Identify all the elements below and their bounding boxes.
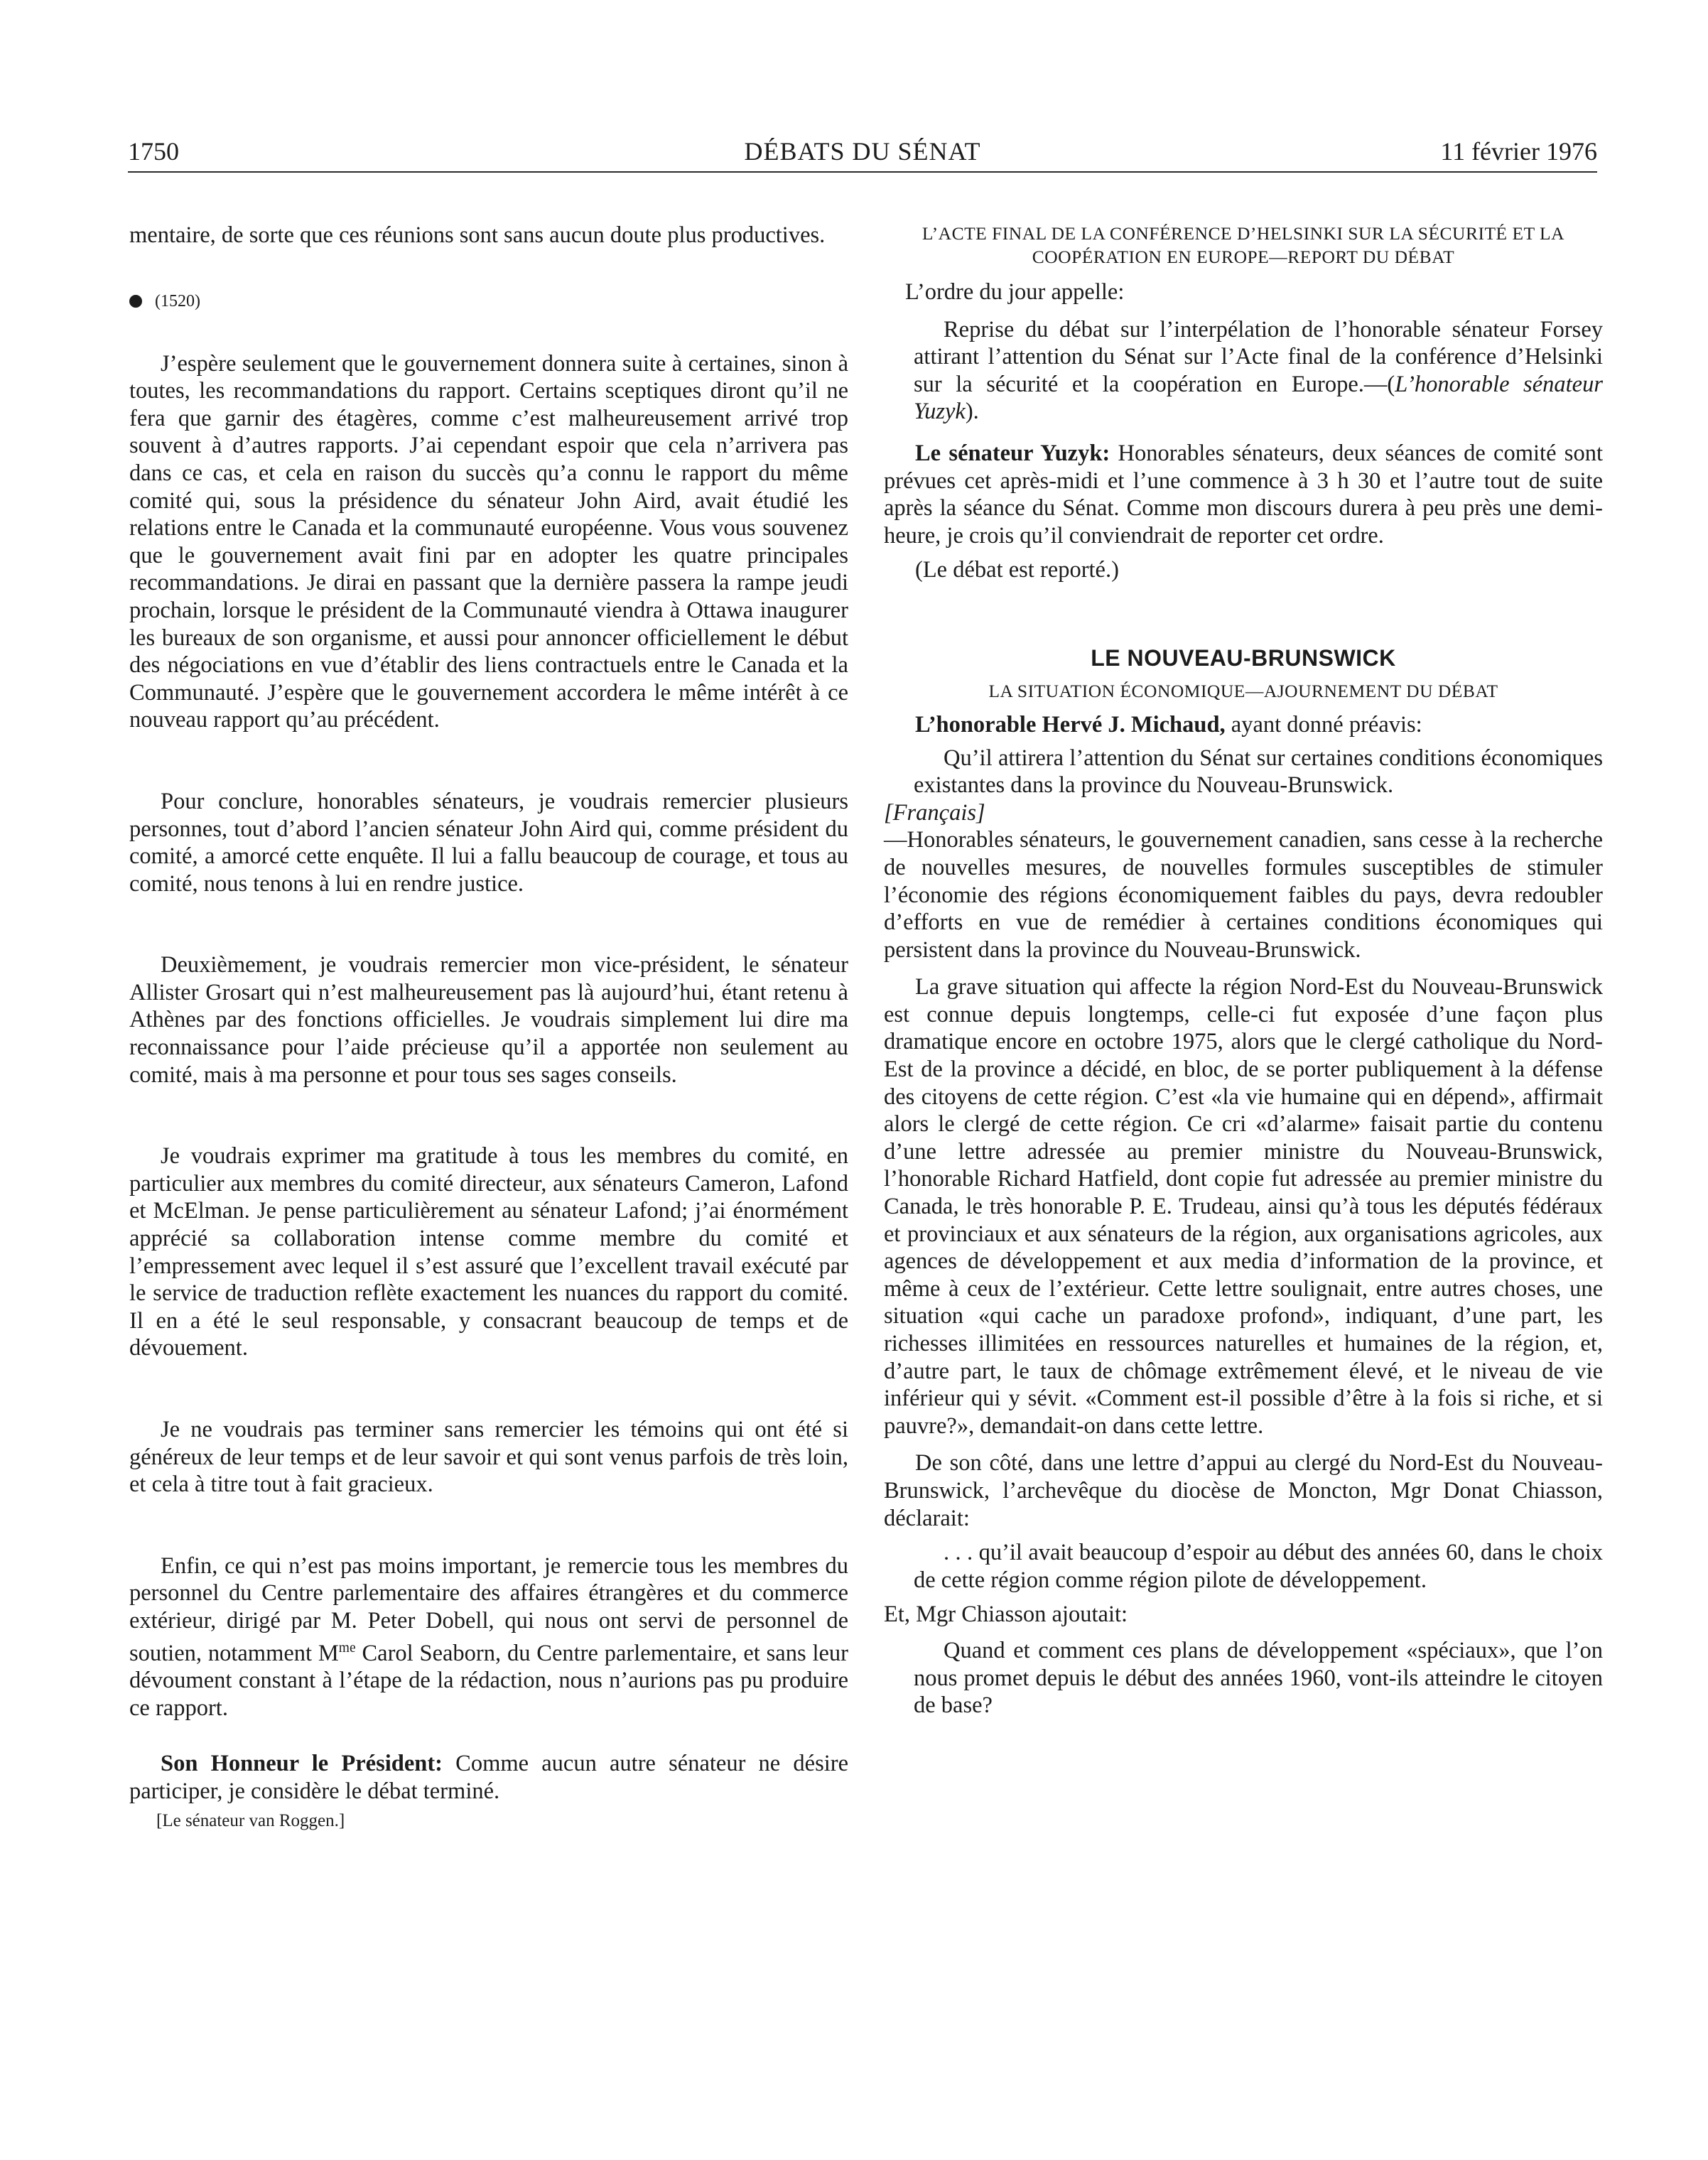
paragraph-text: Carol Seaborn, du Centre parlementaire, et sans leur dévoument constant à l’étape de la rédaction, nous n’aurions pas pu produire ce rapport. [129,1640,848,1721]
quotation: Quand et comment ces plans de développement «spéciaux», que l’on nous promet depuis le début des années 1960, vont-ils atteindre le citoyen de base? [914,1637,1603,1719]
paragraph-text: ayant donné préavis: [1225,711,1422,738]
speaker-name: L’honorable Hervé J. Michaud, [915,711,1226,738]
left-column [129,222,848,1832]
quotation-end: ). [965,399,979,425]
paragraph: mentaire, de sorte que ces réunions sont sans aucun doute plus productives. [129,222,826,248]
paragraph: La grave situation qui affecte la région Nord-Est du Nouveau-Brunswick est connue depuis longtemps, celle-ci fut exposée d’une façon plus dramatique encore en octobre 1975, alors que le clergé catholique du Nord-Est de la province a décidé, en bloc, de se porter publiquement à la défense des citoyens de cette région. C’est «la vie humaine qui en dépend», affirmait alors le clergé de cette région. Ce cri «d’alarme» faisait partie du contenu d’une lettre adressée au premier ministre du Nouveau-Brunswick, l’honorable Richard Hatfield, dont copie fut adressée au premier ministre du Canada, le très honorable P. E. Trudeau, ainsi qu’à tous les députés fédéraux et provinciaux et aux sénateurs de la région, aux organisations agricoles, aux agences de développement et aux media d’information de la province, et même à ceux de l’extérieur. Cette lettre soulignait, entre autres choses, une situation «qui cache un paradoxe profond», indiquant, d’une part, les richesses illimitées en ressources naturelles et humaines de la région, et, d’autre part, le taux de chômage extrêmement élevé, et le niveau de vie inférieur qui y sévit. «Comment est-il possible d’être à la fois si riche, et si pauvre?», demandait-on dans cette lettre. [884,974,1603,1439]
paragraph: L’ordre du jour appelle: [905,279,1125,305]
publication-date: 11 février 1976 [1440,137,1597,166]
right-column [884,222,1603,1719]
paragraph: Je ne voudrais pas terminer sans remercier les témoins qui ont été si généreux de leur temps et de leur savoir et qui sont venus parfois de très loin, et cela à titre tout à fait gracieux. [129,1417,848,1498]
speaker-name: Son Honneur le Président: [161,1751,443,1777]
section-title: LE NOUVEAU-BRUNSWICK [1091,644,1396,671]
paragraph [884,711,1603,739]
page-header [128,134,1597,169]
paragraph: Je voudrais exprimer ma gratitude à tous les membres du comité, en particulier aux membres du comité directeur, aux sénateurs Cameron, Lafond et McElman. Je pense particulièrement au sénateur Lafond; j’ai énormément apprécié sa collaboration intense comme membre du comité et l’empressement avec lequel il s’est assuré que l’excellent travail exécuté par le service de traduction reflète exactement les nuances du rapport du comité. Il en a été le seul responsable, y consacrant beaucoup de temps et de dévouement. [129,1143,848,1361]
quotation-text: Reprise du débat sur l’interpélation de l’honorable sénateur Forsey attirant l’attention du Sénat sur l’Acte final de la conférence d’Helsinki sur la sécurité et la coopération en Europe.—( [914,316,1603,397]
paragraph-text: Honorables sénateurs, deux séances de comité sont prévues cet après-midi et l’une commence à 3 h 30 et l’autre tout de suite après la séance du Sénat. Comme mon discours durera à peu près une demi-heure, je crois qu’il conviendrait de reporter cet ordre. [884,440,1603,549]
paragraph [884,440,1603,549]
paragraph: De son côté, dans une lettre d’appui au clergé du Nord-Est du Nouveau-Brunswick, l’archevêque du diocèse de Moncton, Mgr Donat Chiasson, déclarait: [884,1450,1603,1531]
paragraph: Pour conclure, honorables sénateurs, je voudrais remercier plusieurs personnes, tout d’abord l’ancien sénateur John Aird qui, comme président du comité, a amorcé cette enquête. Il lui a fallu beaucoup de courage, et tous au comité, nous tenons à lui en rendre justice. [129,788,848,897]
paragraph: (Le débat est reporté.) [915,557,1119,583]
section-subtitle: LA SITUATION ÉCONOMIQUE—AJOURNEMENT DU DÉBAT [988,680,1498,701]
quotation-italic: L’honorable sénateur Yuzyk [914,371,1603,425]
publication-title: DÉBATS DU SÉNAT [744,137,981,166]
paragraph [129,1750,848,1805]
bullet-dot-icon [129,295,142,308]
paragraph: Et, Mgr Chiasson ajoutait: [884,1602,1128,1628]
superscript: me [338,1640,356,1656]
editorial-note: [Le sénateur van Roggen.] [156,1811,345,1831]
quotation [914,316,1603,426]
paragraph: J’espère seulement que le gouvernement donnera suite à certaines, sinon à toutes, les recommandations du rapport. Certains sceptiques diront qu’il ne fera que garnir des étagères, comme c’est malheureusement arrivé trop souvent à d’autres rapports. J’ai cependant espoir que cela n’arrivera pas dans ce cas, et cela en raison du succès qu’a connu le rapport du même comité qui, sous la présidence du sénateur John Aird, avait étudié les relations entre le Canada et la communauté européenne. Vous vous souvenez que le gouvernement avait fini par en adopter les quatre principales recommandations. Je dirai en passant que la dernière passera la rampe jeudi prochain, lorsque le président de la Communauté viendra à Ottawa inaugurer les bureaux de son organisme, et aussi pour annoncer officiellement le début des négociations en vue d’établir des liens contractuels entre le Canada et la Communauté. J’espère que le gouvernement accordera le même intérêt à ce nouveau rapport qu’au précédent. [129,350,848,733]
language-note: [Français] [884,799,985,826]
paragraph-text: Enfin, ce qui n’est pas moins important, je remercie tous les membres du personnel du Centre parlementaire des affaires étrangères et du commerce extérieur, dirigé par M. Peter Dobell, qui nous ont servi de personnel de soutien, notamment M [129,1552,848,1666]
header-rule [128,171,1597,173]
quotation: Qu’il attirera l’attention du Sénat sur certaines conditions économiques existantes dans la province du Nouveau-Brunswick. [914,745,1603,799]
page-number: 1750 [128,137,179,166]
paragraph-text: Comme aucun autre sénateur ne désire participer, je considère le débat terminé. [129,1751,848,1804]
speaker-name: Le sénateur Yuzyk: [915,440,1110,466]
section-heading: L’ACTE FINAL DE LA CONFÉRENCE D’HELSINKI SUR LA SÉCURITÉ ET LA COOPÉRATION EN EUROPE—REPORT DU DÉBAT [921,223,1565,267]
paragraph [129,1552,848,1722]
paragraph: Deuxièmement, je voudrais remercier mon vice-président, le sénateur Allister Grosart qui n’est malheureusement pas là aujourd’hui, étant retenu à Athènes par des fonctions officielles. Je voudrais simplement lui dire ma reconnaissance pour l’aide précieuse qu’il a apportée non seulement au comité, mais à ma personne et pour tous ses sages conseils. [129,952,848,1088]
time-marker-label: (1520) [155,291,200,310]
quotation: . . . qu’il avait beaucoup d’espoir au début des années 60, dans le choix de cette région comme région pilote de développement. [914,1540,1603,1593]
time-marker [129,288,848,315]
paragraph: —Honorables sénateurs, le gouvernement canadien, sans cesse à la recherche de nouvelles mesures, de nouvelles formules susceptibles de stimuler l’économie des régions économiquement faibles du pays, devra redoubler d’efforts en vue de remédier à certaines conditions économiques qui persistent dans la province du Nouveau-Brunswick. [884,827,1603,963]
